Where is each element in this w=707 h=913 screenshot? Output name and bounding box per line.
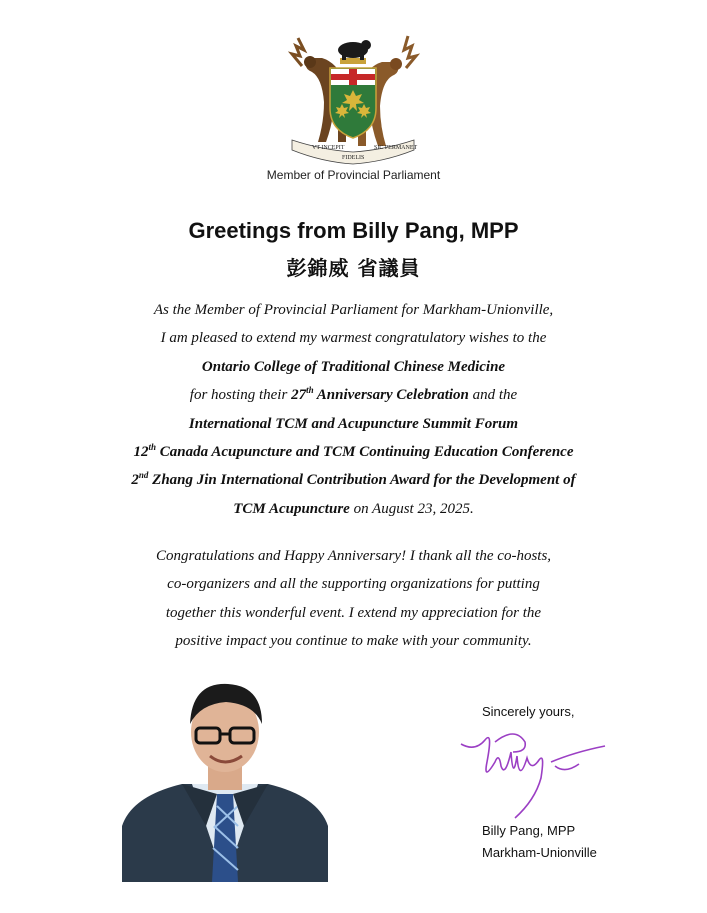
handwritten-signature bbox=[455, 722, 615, 822]
svg-text:SIC PERMANET: SIC PERMANET bbox=[374, 145, 418, 151]
closing-line: together this wonderful event. I extend my appreciation for the bbox=[165, 604, 542, 621]
closing-line: Congratulations and Happy Anniversary! I thank all the co-hosts, bbox=[155, 548, 552, 564]
signer-name: Billy Pang, MPP bbox=[482, 823, 576, 838]
motto-scroll bbox=[292, 140, 418, 164]
forum-name: International TCM and Acupuncture Summit Forum bbox=[188, 415, 519, 432]
svg-text:FIDELIS: FIDELIS bbox=[342, 155, 365, 161]
bear-crest bbox=[338, 40, 371, 64]
message-line: As the Member of Provincial Parliament for Markham-Unionville, bbox=[153, 302, 554, 318]
closing-line: positive impact you continue to make with your community. bbox=[175, 633, 532, 650]
page-title-chinese: 彭錦威 省議員 bbox=[286, 256, 421, 280]
message-line: I am pleased to extend my warmest congratulatory wishes to the bbox=[160, 330, 547, 347]
message-paragraph bbox=[60, 296, 647, 523]
closing-paragraph bbox=[60, 542, 647, 656]
signer-block bbox=[482, 820, 597, 864]
svg-text:VT INCEPIT: VT INCEPIT bbox=[312, 145, 345, 151]
signer-riding: Markham-Unionville bbox=[482, 845, 597, 860]
office-label: Member of Provincial Parliament bbox=[266, 168, 441, 182]
shield bbox=[330, 68, 376, 138]
message-line: for hosting their 27th Anniversary Celebration and the bbox=[189, 385, 518, 404]
award-name: 2nd Zhang Jin International Contribution Award for the Development of bbox=[131, 470, 576, 489]
closing-line: co-organizers and all the supporting organizations for putting bbox=[167, 576, 540, 593]
ontario-coat-of-arms bbox=[278, 28, 428, 168]
college-name: Ontario College of Traditional Chinese Medicine bbox=[201, 358, 506, 375]
conference-name: 12th Canada Acupuncture and TCM Continuing Education Conference bbox=[133, 442, 574, 461]
message-line: TCM Acupuncture on August 23, 2025. bbox=[233, 500, 474, 517]
portrait-photo bbox=[122, 676, 328, 882]
page-title: Greetings from Billy Pang, MPP bbox=[188, 218, 519, 243]
signoff: Sincerely yours, bbox=[482, 704, 575, 719]
